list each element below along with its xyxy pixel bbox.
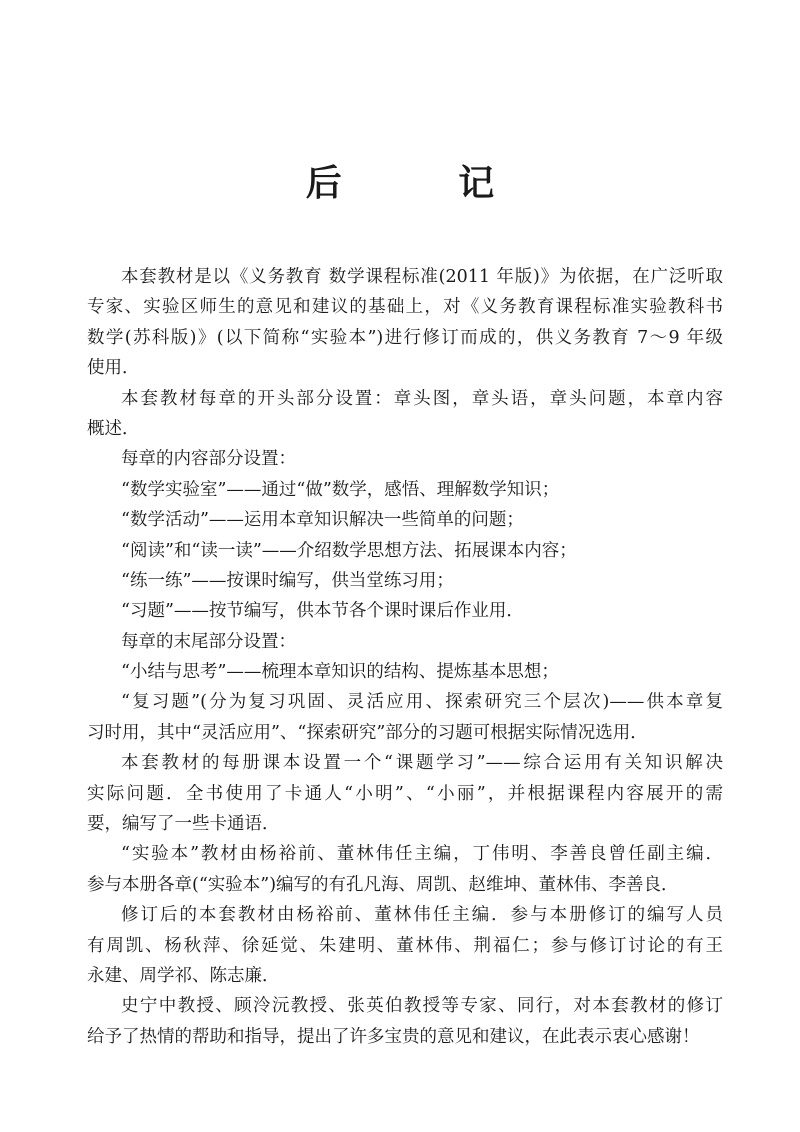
text-line: 永建、周学祁、陈志廉． — [87, 965, 280, 986]
text-line: 给予了热情的帮助和指导，提出了许多宝贵的意见和建议，在此表示衷心感谢！ — [87, 1026, 700, 1047]
text-line: 实际问题．全书使用了卡通人“小明”、“小丽”，并根据课程内容展开的需 — [87, 783, 723, 804]
text-line: “练一练”——按课时编写，供当堂练习用； — [121, 570, 454, 591]
text-line: 概述． — [87, 418, 140, 439]
text-line: 本套教材是以《义务教育 数学课程标准(2011 年版)》为依据，在广泛听取 — [121, 267, 723, 287]
text-line: 参与本册各章(“实验本”)编写的有孔凡海、周凯、赵维坤、董林伟、李善良． — [87, 874, 679, 895]
text-line: “数学活动”——运用本章知识解决一些简单的问题； — [121, 510, 524, 531]
text-line: 要，编写了一些卡通语． — [87, 814, 280, 835]
text-line: 专家、实验区师生的意见和建议的基础上，对《义务教育课程标准实验教科书 — [87, 297, 723, 318]
text-line: 史宁中教授、顾泠沅教授、张英伯教授等专家、同行，对本套教材的修订 — [121, 996, 723, 1017]
afterword-body — [87, 262, 723, 1052]
text-line: “小结与思考”——梳理本章知识的结构、提炼基本思想； — [121, 662, 559, 683]
text-line: “阅读”和“读一读”——介绍数学思想方法、拓展课本内容； — [121, 540, 577, 561]
text-line: “实验本”教材由杨裕前、董林伟任主编，丁伟明、李善良曾任副主编． — [121, 844, 723, 865]
text-line: 每章的内容部分设置： — [121, 449, 296, 470]
text-line: “复习题”(分为复习巩固、灵活应用、探索研究三个层次)——供本章复 — [121, 692, 723, 713]
page-title: 后 记 — [305, 163, 547, 204]
text-line: 修订后的本套教材由杨裕前、董林伟任主编．参与本册修订的编写人员 — [121, 905, 723, 926]
text-line: 数学(苏科版)》(以下简称“实验本”)进行修订而成的，供义务教育 7～9 年级 — [87, 327, 723, 348]
text-line: 每章的末尾部分设置： — [121, 631, 296, 652]
text-line: 本套教材每章的开头部分设置：章头图，章头语，章头问题，本章内容 — [121, 388, 723, 409]
text-line: 有周凯、杨秋萍、徐延觉、朱建明、董林伟、荆福仁；参与修订讨论的有王 — [87, 935, 723, 956]
text-line: “数学实验室”——通过“做”数学，感悟、理解数学知识； — [121, 479, 560, 500]
text-line: “习题”——按节编写，供本节各个课时课后作业用． — [121, 601, 524, 622]
text-line: 习时用，其中“灵活应用”、“探索研究”部分的习题可根据实际情况选用． — [87, 722, 648, 743]
text-line: 使用． — [87, 358, 140, 379]
text-line: 本套教材的每册课本设置一个“课题学习”——综合运用有关知识解决 — [121, 753, 723, 774]
